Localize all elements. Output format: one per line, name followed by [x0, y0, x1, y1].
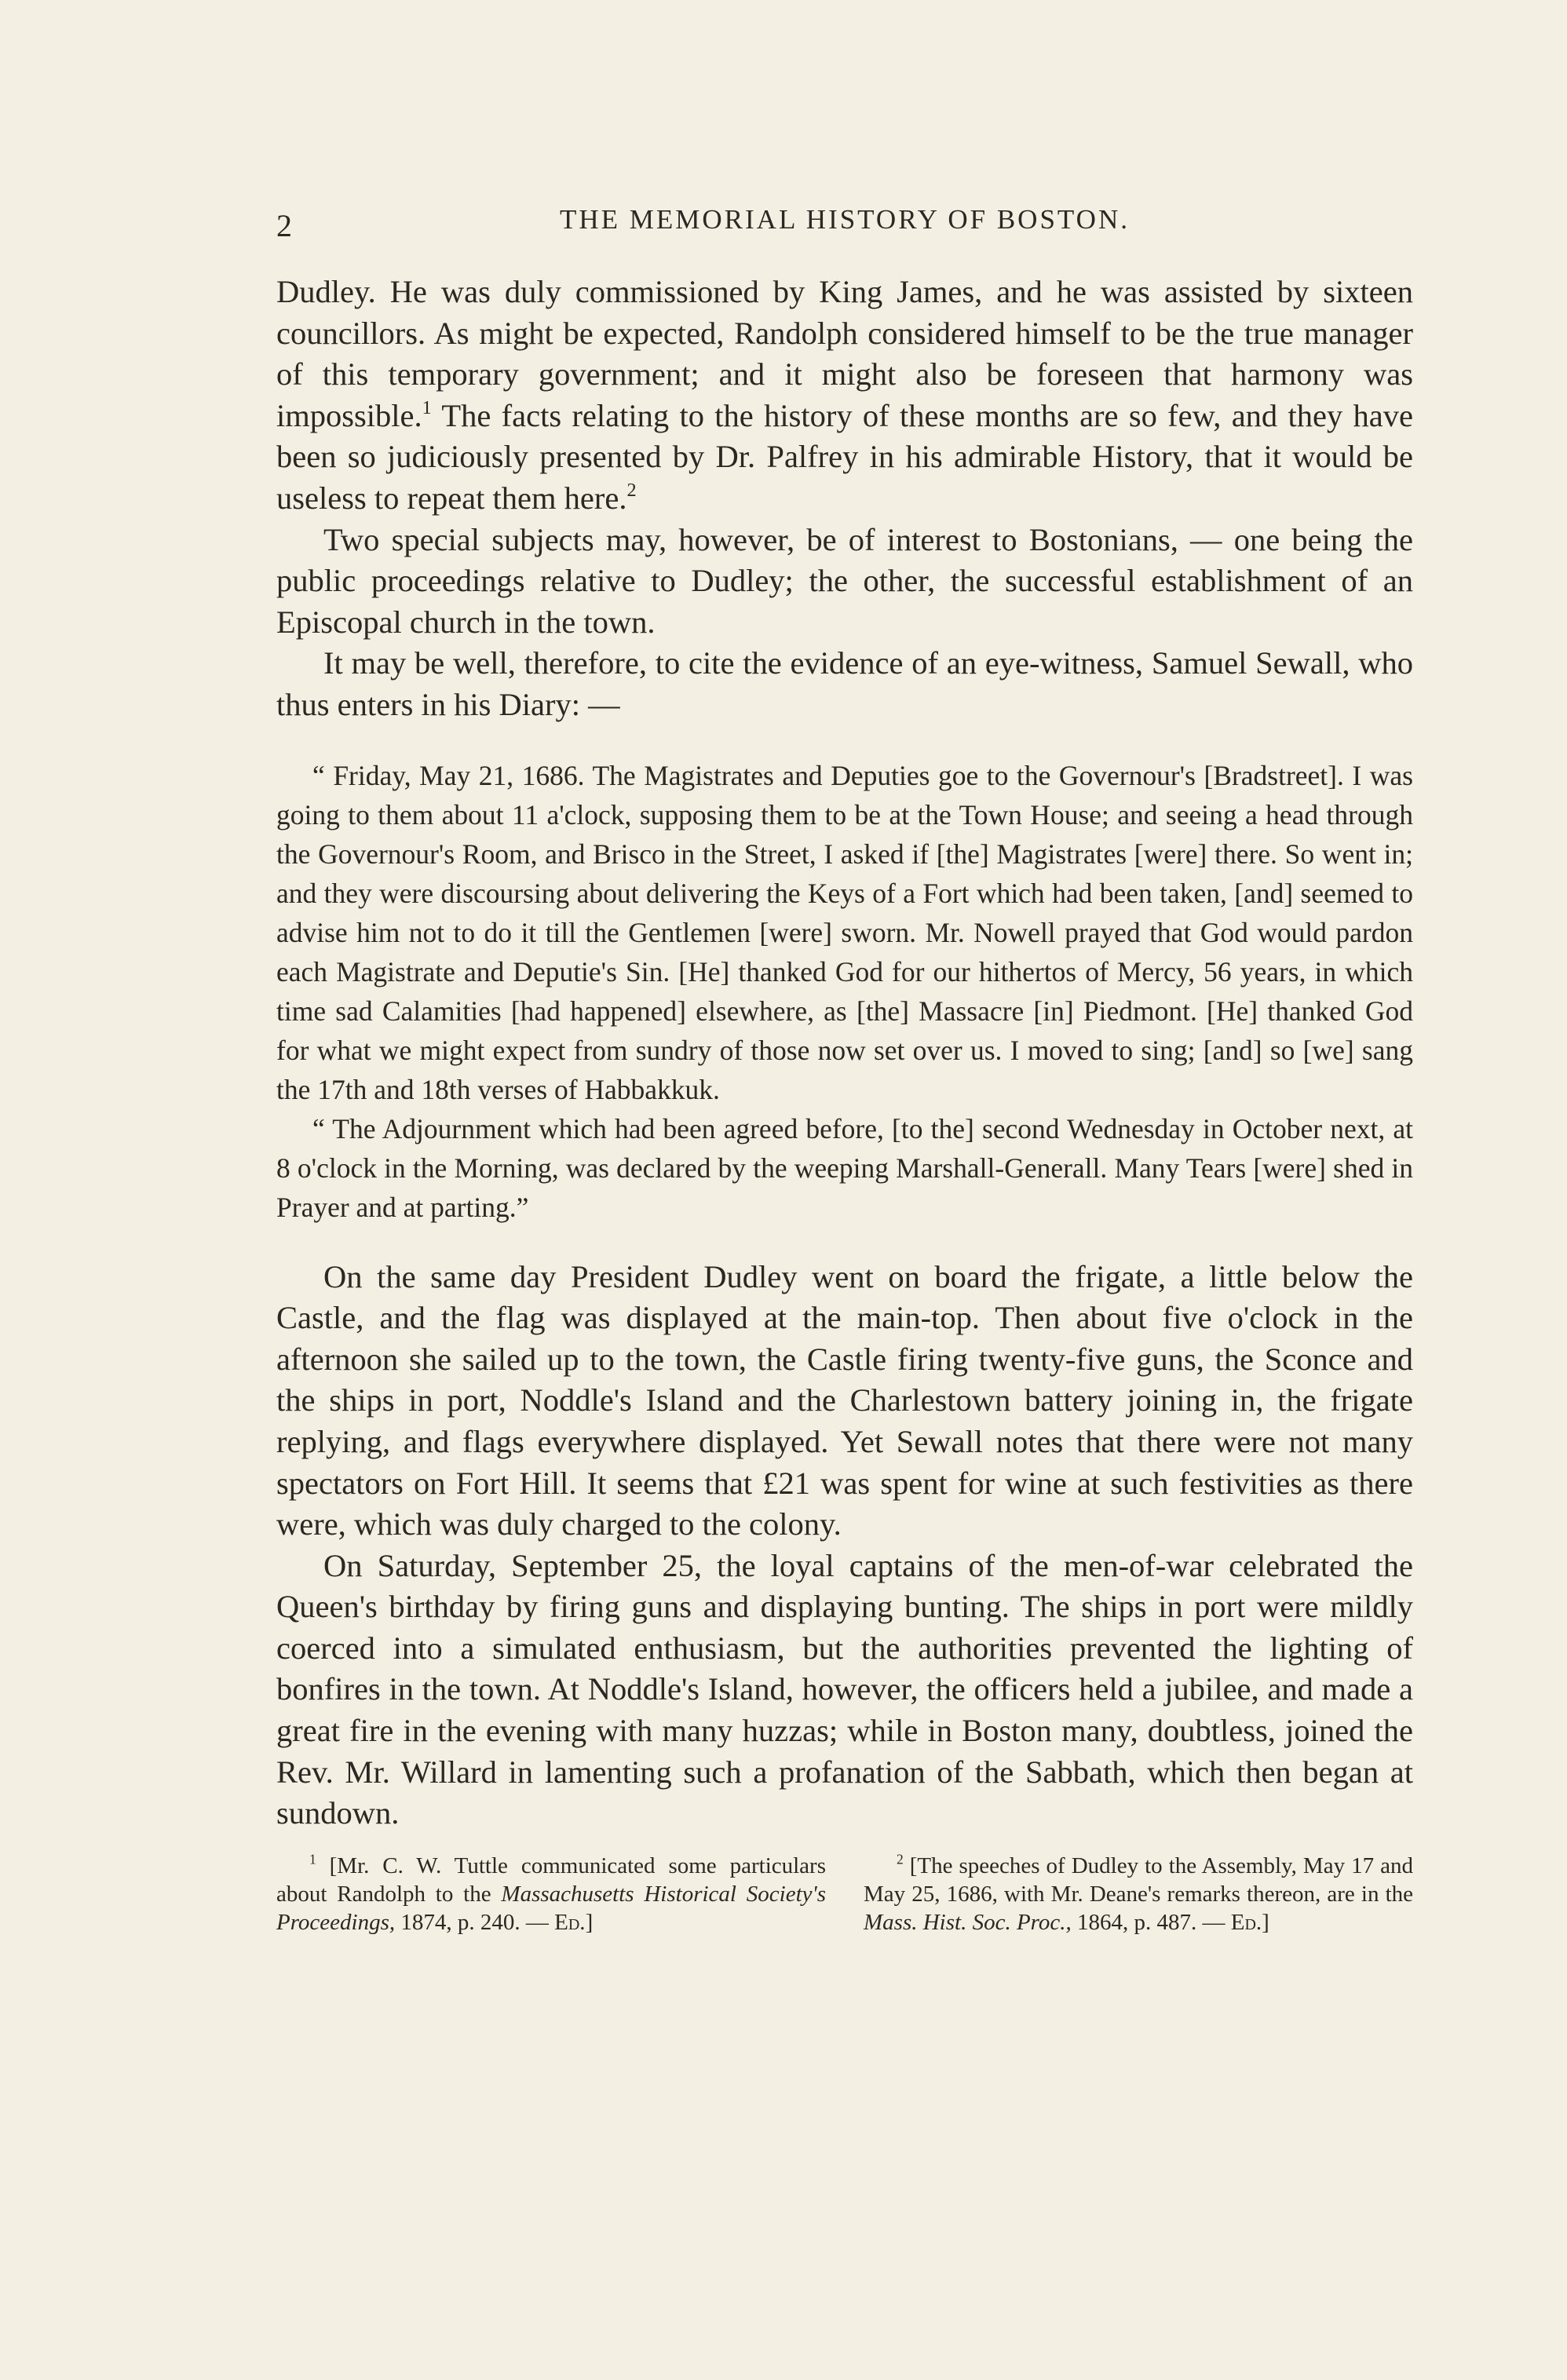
running-title: THE MEMORIAL HISTORY OF BOSTON. — [560, 204, 1130, 235]
footnote-2-mark: 2 — [897, 1851, 904, 1867]
quotation-paragraph-1: “ Friday, May 21, 1686. The Magistrates and Deputies goe to the Governour's [Bradstreet]. I was going to them about 11 a'clock, supposing them to be at the Town House; and seeing a head through the Governour's Room, and Brisco in the Street, I asked if [the] Magistrates [were] there. So went in; and they were discoursing about delivering the Keys of a Fort which had been taken, [and] seemed to advise him not to do it till the Gentlemen [were] sworn. Mr. Nowell prayed that God would pardon each Magistrate and Deputie's Sin. [He] thanked God for our hithertos of Mercy, 56 years, in which time sad Calamities [had happened] elsewhere, as [the] Massacre [in] Piedmont. [He] thanked God for what we might expect from sundry of those now set over us. I moved to sing; [and] so [we] sang the 17th and 18th verses of Habbakkuk. — [276, 759, 1413, 1105]
footnote-2-page: 1864, p. 487. — — [1071, 1909, 1231, 1935]
footnotes — [276, 1852, 1413, 1936]
paragraph-1 — [276, 272, 1413, 520]
running-head — [276, 196, 1413, 243]
book-page — [276, 196, 1413, 1936]
diary-quotation — [276, 756, 1413, 1227]
paragraph-2: Two special subjects may, however, be of interest to Bostonians, — one being the public proceedings relative to Dudley; the other, the successful establishment of an Episcopal church in the town. — [276, 521, 1413, 640]
footnote-1-citation: Massachusetts Historical Society's Proceedings, — [276, 1881, 826, 1935]
body-text — [276, 272, 1413, 1834]
quotation-paragraph-2: “ The Adjournment which had been agreed before, [to the] second Wednesday in October next, at 8 o'clock in the Morning, was declared by the weeping Marshall-Generall. Many Tears [were] shed in Prayer and at parting.” — [276, 1112, 1413, 1223]
footnote-2-text: [The speeches of Dudley to the Assembly, May 17 and May 25, 1686, with Mr. Deane's remarks thereon, are in the — [864, 1853, 1413, 1907]
footnote-1 — [276, 1852, 826, 1936]
paragraph-5: On Saturday, September 25, the loyal captains of the men-of-war celebrated the Queen's birthday by firing guns and displaying bunting. The ships in port were mildly coerced into a simulated enthusiasm, but the authorities prevented the lighting of bonfires in the town. At Noddle's Island, however, the officers held a jubilee, and made a great fire in the evening with many huzzas; while in Boston many, doubtless, joined the Rev. Mr. Willard in lamenting such a profanation of the Sabbath, which then began at sundown. — [276, 1547, 1413, 1831]
footnote-1-text: [Mr. C. W. Tuttle communicated some particulars about Randolph to the — [276, 1853, 826, 1907]
footnote-2-citation: Mass. Hist. Soc. Proc., — [864, 1909, 1072, 1935]
footnote-2 — [864, 1852, 1413, 1936]
footnote-ref-1: 1 — [422, 397, 432, 418]
footnote-ref-2: 2 — [626, 480, 637, 502]
footnote-1-mark: 1 — [309, 1851, 316, 1867]
paragraph-3: It may be well, therefore, to cite the evidence of an eye-witness, Samuel Sewall, who thus enters in his Diary: — — [276, 645, 1413, 722]
paragraph-4: On the same day President Dudley went on board the frigate, a little below the Castle, and the flag was displayed at the main-top. Then about five o'clock in the afternoon she sailed up to the town, the Castle firing twenty-five guns, the Sconce and the ships in port, Noddle's Island and the Charlestown battery joining in, the frigate replying, and flags everywhere displayed. Yet Sewall notes that there were not many spectators on Fort Hill. It seems that £21 was spent for wine at such festivities as there were, which was duly charged to the colony. — [276, 1258, 1413, 1542]
paragraph-1-text: Dudley. He was duly commissioned by King James, and he was assisted by sixteen councillors. As might be expected, Randolph considered himself to be the true manager of this temporary government; and it might also be foreseen that harmony was impossible. — [276, 274, 1413, 433]
footnote-1-close: ] — [585, 1909, 594, 1935]
footnote-2-editor: Ed. — [1230, 1909, 1262, 1935]
paragraph-1-text-continued: The facts relating to the history of these months are so few, and they have been so judiciously presented by Dr. Palfrey in his admirable History, that it would be useless to repeat them here. — [276, 397, 1413, 516]
footnote-1-page: 1874, p. 240. — — [395, 1909, 555, 1935]
footnote-2-close: ] — [1262, 1909, 1269, 1935]
footnote-1-editor: Ed. — [554, 1909, 586, 1935]
page-number: 2 — [276, 208, 292, 243]
